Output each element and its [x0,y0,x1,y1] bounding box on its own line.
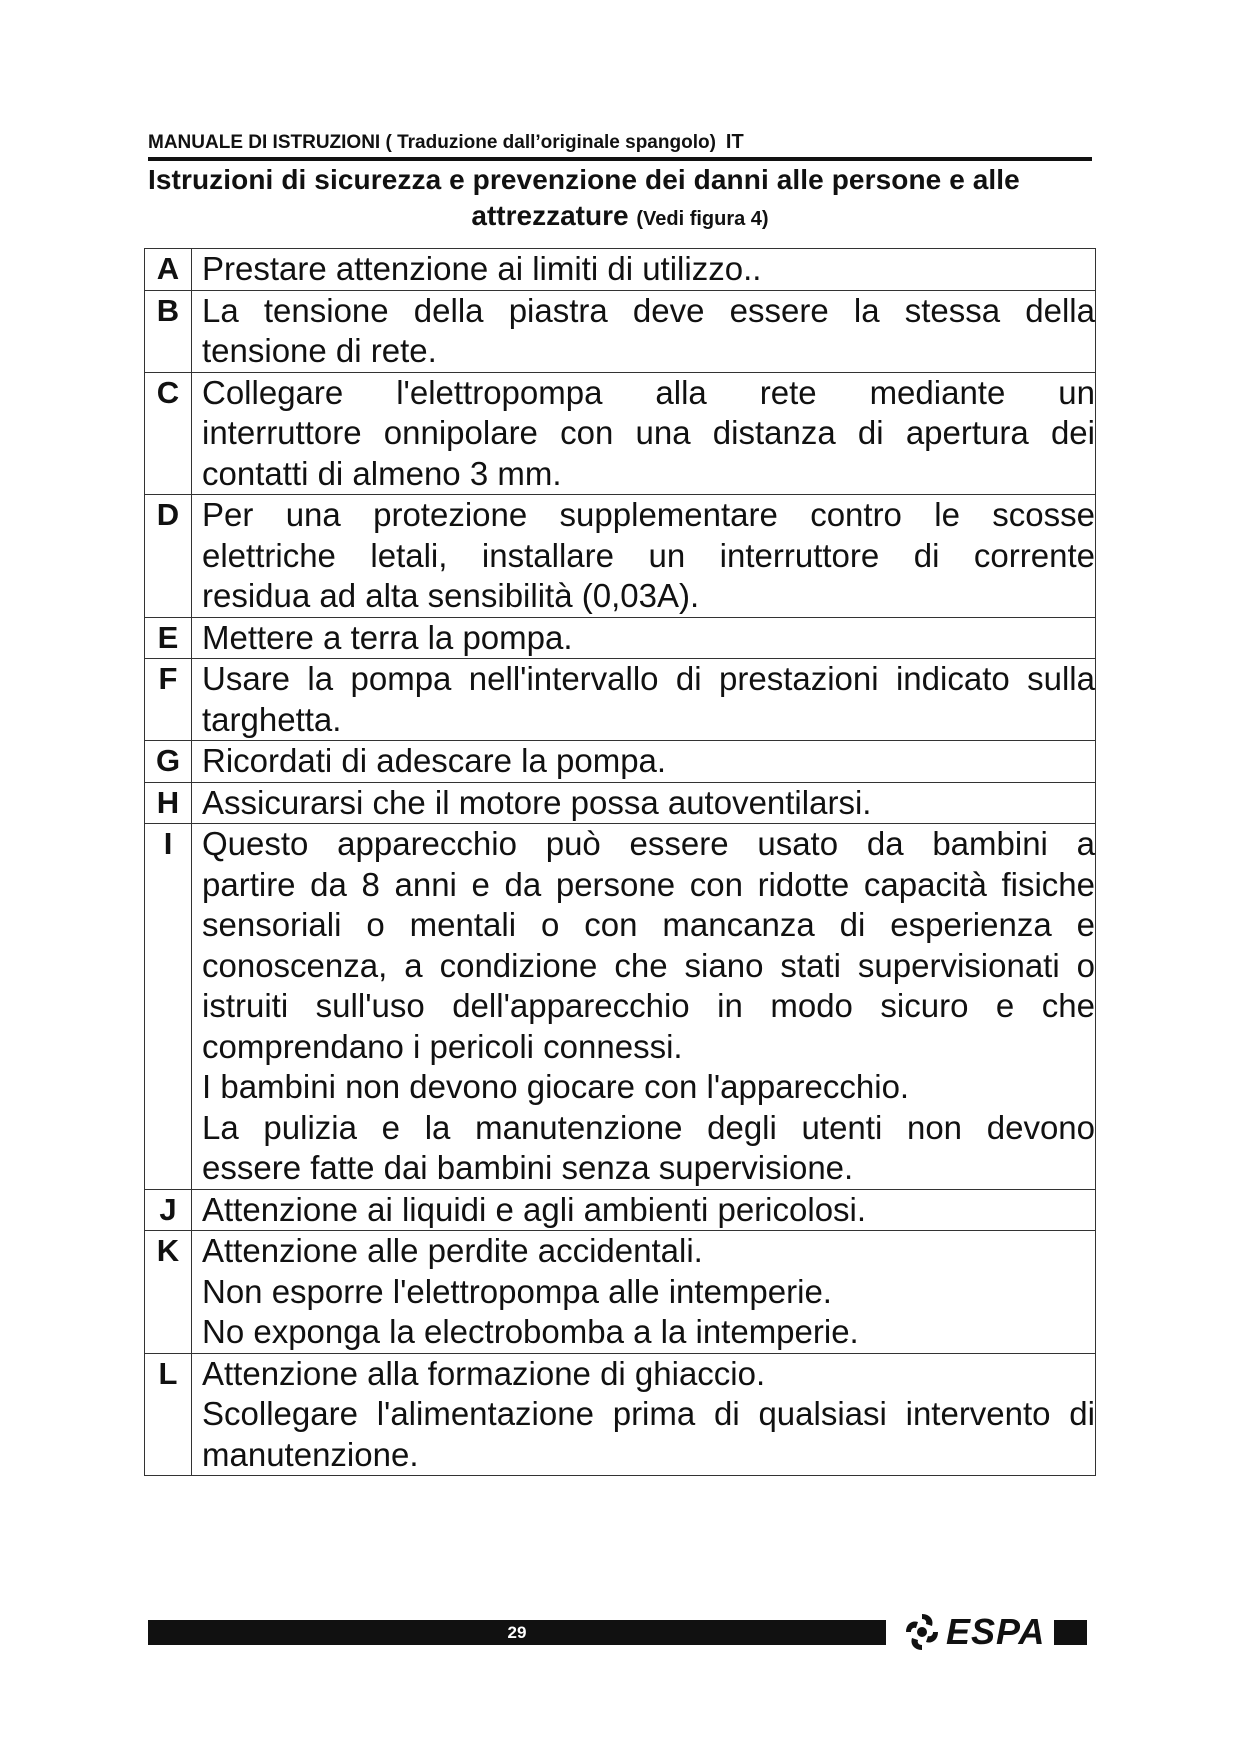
row-text-line: La tensione della piastra deve essere la stessa della [202,291,1095,329]
row-text [192,495,1096,618]
instruction-row-b [145,290,1096,372]
row-letter: J [145,1189,192,1231]
manual-header [148,131,1092,161]
row-letter: C [145,372,192,495]
row-text-line: Questo apparecchio può essere usato da bambini a [202,825,1095,862]
instruction-row-h [145,782,1096,824]
page-number: 29 [507,1623,527,1642]
row-text-line: comprendano i pericoli connessi. [202,1027,683,1065]
row-text-line: No exponga la electrobomba a la intemperie. [202,1313,859,1350]
row-text-line: manutenzione. [202,1435,419,1473]
row-letter: B [145,290,192,372]
row-text-line: tensione di rete. [202,332,437,369]
row-text-line: I bambini non devono giocare con l'apparecchio. [202,1068,910,1105]
row-text-line: sensoriali o mentali o con mancanza di esperienza e [202,906,1095,943]
safety-instructions-table [144,248,1096,1476]
instruction-row-j [145,1189,1096,1231]
row-text-line: Non esporre l'elettropompa alle intemperie. [202,1272,832,1310]
row-text [192,1231,1096,1354]
footer-square [1054,1620,1087,1645]
section-title [148,164,1128,232]
row-text-line: Usare la pompa nell'intervallo di prestazioni indicato sulla [202,660,1095,697]
row-text-line: Per una protezione supplementare contro le scosse [202,496,1095,533]
section-title-word: attrezzature [471,200,629,231]
row-text [192,741,1096,783]
section-title-line2 [148,200,1092,232]
row-text-line: partire da 8 anni e da persone con ridotte capacità fisiche [202,865,1095,903]
row-text-line: interruttore onnipolare con una distanza di apertura dei [202,414,1095,451]
row-letter: D [145,495,192,618]
figure-reference: (Vedi figura 4) [636,208,769,230]
instruction-row-a [145,249,1096,291]
instruction-row-f [145,659,1096,741]
row-text-line: targhetta. [202,700,342,738]
row-text-line: Attenzione ai liquidi e agli ambienti pericolosi. [202,1190,867,1228]
instruction-row-l [145,1353,1096,1476]
row-letter: G [145,741,192,783]
language-code: IT [725,131,744,153]
row-letter: F [145,659,192,741]
row-text-line: conoscenza, a condizione che siano stati supervisionati o [202,946,1095,984]
row-letter: I [145,824,192,1190]
row-letter: E [145,617,192,659]
row-letter: K [145,1231,192,1354]
row-text [192,249,1096,291]
row-text [192,1189,1096,1231]
espa-swirl-icon [902,1610,942,1654]
row-text-line: essere fatte dai bambini senza supervisione. [202,1149,854,1186]
espa-logo [902,1608,1045,1656]
row-text [192,617,1096,659]
row-text-line: Prestare attenzione ai limiti di utilizzo.. [202,250,762,287]
section-title-line1: Istruzioni di sicurezza e prevenzione dei danni alle persone e alle [148,164,1020,195]
row-text-line: Attenzione alla formazione di ghiaccio. [202,1354,766,1392]
row-text-line: Attenzione alle perdite accidentali. [202,1232,703,1269]
row-text [192,1353,1096,1476]
row-text-line: Assicurarsi che il motore possa autoventilarsi. [202,783,872,821]
row-text-line: Ricordati di adescare la pompa. [202,742,667,779]
row-text [192,372,1096,495]
row-text-line: istruiti sull'uso dell'apparecchio in modo sicuro e che [202,987,1095,1024]
instruction-row-d [145,495,1096,618]
header-title: MANUALE DI ISTRUZIONI ( Traduzione dall’originale spangolo) [148,132,716,153]
footer-bar [148,1620,886,1645]
row-letter: A [145,249,192,291]
row-text-line: Collegare l'elettropompa alla rete mediante un [202,373,1095,411]
row-letter: L [145,1353,192,1476]
row-text-line: Mettere a terra la pompa. [202,618,573,656]
safety-table-body [145,249,1096,1476]
row-text-line: Scollegare l'alimentazione prima di qualsiasi intervento di [202,1395,1095,1432]
instruction-row-k [145,1231,1096,1354]
instruction-row-i [145,824,1096,1190]
row-text [192,659,1096,741]
row-text-line: elettriche letali, installare un interruttore di corrente [202,536,1095,574]
row-text [192,290,1096,372]
row-text-line: La pulizia e la manutenzione degli utenti non devono [202,1108,1095,1146]
row-letter: H [145,782,192,824]
row-text [192,824,1096,1190]
instruction-row-e [145,617,1096,659]
logo-text: ESPA [946,1611,1046,1652]
instruction-row-g [145,741,1096,783]
instruction-row-c [145,372,1096,495]
row-text [192,782,1096,824]
row-text-line: contatti di almeno 3 mm. [202,454,562,492]
row-text-line: residua ad alta sensibilità (0,03A). [202,577,700,614]
header-text-wrap [148,131,744,154]
